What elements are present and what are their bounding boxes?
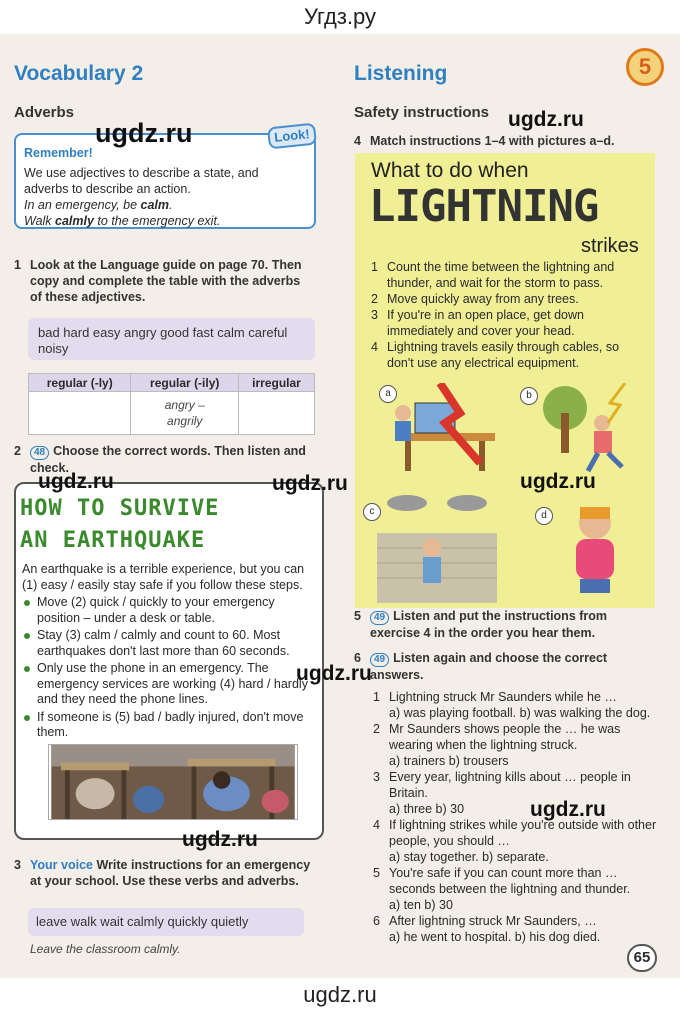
exercise-number: 3: [14, 858, 21, 872]
picture-label: c: [363, 503, 381, 521]
picture-c-storm: [377, 493, 497, 603]
article-intro: An earthquake is a terrible experience, but you can (1) easy / easily stay safe if you follow these steps.: [22, 562, 305, 592]
question-text: After lightning struck Mr Saunders, …: [389, 914, 597, 928]
table-example: angry –: [164, 398, 205, 413]
ex6-question-list: 1 Lightning struck Mr Saunders while he … a) was playing football. b) was walking the dog. 2 Mr Saunders shows people the … he was wearing when the lightning struck. a) trainers b) trousers 3 Every year, lightning kills about … people in Britain. a) three b) 30 4 If lightning strikes while you're outside with other people, you should … a) stay together. b) separate. 5 You're safe if you can count more than … seconds between the lightning and thunder. a) ten b) 30 6 After lightning struck Mr Saunders, … a) he went to hospital. b) his dog died.: [373, 690, 657, 944]
exercise-3: [14, 857, 314, 889]
safety-subtitle: Safety instructions: [354, 104, 490, 121]
table-cell: [29, 392, 131, 435]
page-number: 65: [627, 944, 657, 972]
exercise-4: [354, 133, 654, 149]
look-tag: Look!: [267, 123, 317, 150]
textbook-page: [0, 34, 680, 978]
exercise-6: [354, 650, 654, 683]
table-example: angrily: [167, 414, 203, 429]
audio-track-icon[interactable]: 48: [30, 446, 49, 460]
adverb-table: [28, 373, 315, 435]
question-text: If lightning strikes while you're outside with other people, you should …: [389, 818, 657, 848]
question-options: a) three b) 30: [389, 802, 465, 816]
exercise-number: 2: [14, 444, 21, 458]
exercise-number: 1: [14, 258, 21, 272]
remember-example: Walk: [24, 214, 56, 228]
exercise-number: 4: [354, 134, 361, 148]
classroom-photo: [48, 744, 298, 820]
example-sentence: Leave the classroom calmly.: [30, 942, 181, 956]
picture-b-tree: [530, 383, 640, 478]
poster-instruction: Move quickly away from any trees.: [387, 292, 579, 306]
remember-example: to the emergency exit.: [93, 214, 221, 228]
article-title-line2: AN EARTHQUAKE: [20, 528, 206, 553]
watermark: ugdz.ru: [38, 470, 114, 493]
table-cell: [239, 392, 315, 435]
watermark: ugdz.ru: [530, 798, 606, 821]
question-options: a) trainers b) trousers: [389, 754, 509, 768]
remember-line: We use adjectives to describe a state, and: [24, 166, 259, 180]
exercise-instruction: Match instructions 1–4 with pictures a–d.: [370, 134, 615, 148]
table-header: irregular: [239, 374, 315, 392]
question-options: a) was playing football. b) was walking the dog.: [389, 706, 651, 720]
article-bullet: Only use the phone in an emergency. The emergency services are working (4) hard / hardly and they need the phone lines.: [22, 661, 320, 708]
question-text: Every year, lightning kills about … people in Britain.: [389, 770, 631, 800]
poster-title-line1: What to do when: [371, 159, 529, 182]
your-voice-label: Your voice: [30, 858, 93, 872]
exercise-instruction: Choose the correct words. Then listen and check.: [30, 444, 306, 475]
exercise-number: 6: [354, 651, 361, 665]
watermark: ugdz.ru: [95, 118, 193, 148]
exercise-instruction: Listen and put the instructions from exercise 4 in the order you hear them.: [370, 609, 608, 640]
exercise-instruction: Look at the Language guide on page 70. Then copy and complete the table with the adverbs of these adjectives.: [30, 258, 302, 304]
watermark: ugdz.ru: [508, 108, 584, 131]
watermark: ugdz.ru: [520, 470, 596, 493]
article-title-line1: HOW TO SURVIVE: [20, 496, 220, 521]
adjective-word-box: bad hard easy angry good fast calm careful noisy: [28, 318, 315, 360]
site-footer: ugdz.ru: [303, 982, 377, 1007]
picture-label: b: [520, 387, 538, 405]
poster-title-line2: LIGHTNING: [369, 181, 599, 232]
earthquake-article: [14, 482, 324, 840]
unit-badge: 5: [626, 48, 664, 86]
question-options: a) stay together. b) separate.: [389, 850, 549, 864]
poster-instruction: Lightning travels easily through cables, so don't use any electrical equipment.: [387, 340, 620, 370]
poster-title-line3: strikes: [581, 235, 639, 257]
picture-label: d: [535, 507, 553, 525]
question-text: Mr Saunders shows people the … he was wearing when the lightning struck.: [389, 722, 621, 752]
exercise-1: [14, 257, 304, 305]
watermark: ugdz.ru: [296, 662, 372, 685]
article-bullet: Move (2) quick / quickly to your emergency position – under a desk or table.: [22, 595, 320, 626]
table-header: regular (-ily): [131, 374, 239, 392]
picture-label: a: [379, 385, 397, 403]
remember-example-bold: calmly: [55, 214, 94, 228]
poster-instruction: Count the time between the lightning and thunder, and wait for the storm to pass.: [387, 260, 615, 290]
article-bullet: Stay (3) calm / calmly and count to 60. Most earthquakes don't last more than 60 seconds.: [22, 628, 320, 659]
table-header: regular (-ly): [29, 374, 131, 392]
exercise-number: 5: [354, 609, 361, 623]
remember-example: In an emergency, be: [24, 198, 141, 212]
listening-title: Listening: [354, 62, 448, 85]
watermark: ugdz.ru: [182, 828, 258, 851]
audio-track-icon[interactable]: 49: [370, 653, 389, 667]
remember-line: adverbs to describe an action.: [24, 182, 191, 196]
question-text: Lightning struck Mr Saunders while he …: [389, 690, 617, 704]
article-bullet: If someone is (5) bad / badly injured, don't move them.: [22, 710, 320, 741]
site-header: Угдз.ру: [303, 4, 377, 29]
remember-title: Remember!: [24, 146, 93, 160]
picture-d-crouching: [550, 493, 640, 603]
exercise-instruction: Listen again and choose the correct answers.: [370, 651, 608, 682]
adverbs-subtitle: Adverbs: [14, 104, 75, 121]
poster-instruction: If you're in an open place, get down immediately and cover your head.: [387, 308, 584, 338]
audio-track-icon[interactable]: 49: [370, 611, 389, 625]
exercise-5: [354, 608, 654, 641]
vocabulary-title: Vocabulary 2: [14, 62, 144, 85]
table-cell: [131, 392, 239, 435]
remember-example-bold: calm: [140, 198, 170, 212]
exercise-instruction: Write instructions for an emergency at your school. Use these verbs and adverbs.: [30, 858, 311, 888]
watermark: ugdz.ru: [272, 472, 348, 495]
verb-adverb-word-box: leave walk wait calmly quickly quietly: [28, 908, 304, 936]
lightning-poster: What to do when LIGHTNING strikes 1 Count the time between the lightning and thunder, and wait for the storm to pass. 2 Move quickly away from any trees. 3 If you're in an open place, get down immediately and cover your head. 4 Lightning travels easily through cables, so don't use any electrical equipment. a b c d: [355, 153, 655, 608]
picture-a-computer: [385, 383, 505, 473]
question-options: a) ten b) 30: [389, 898, 453, 912]
question-text: You're safe if you can count more than … seconds between the lightning and thunder.: [389, 866, 631, 896]
remember-example: .: [169, 198, 173, 212]
question-options: a) he went to hospital. b) his dog died.: [389, 930, 601, 944]
